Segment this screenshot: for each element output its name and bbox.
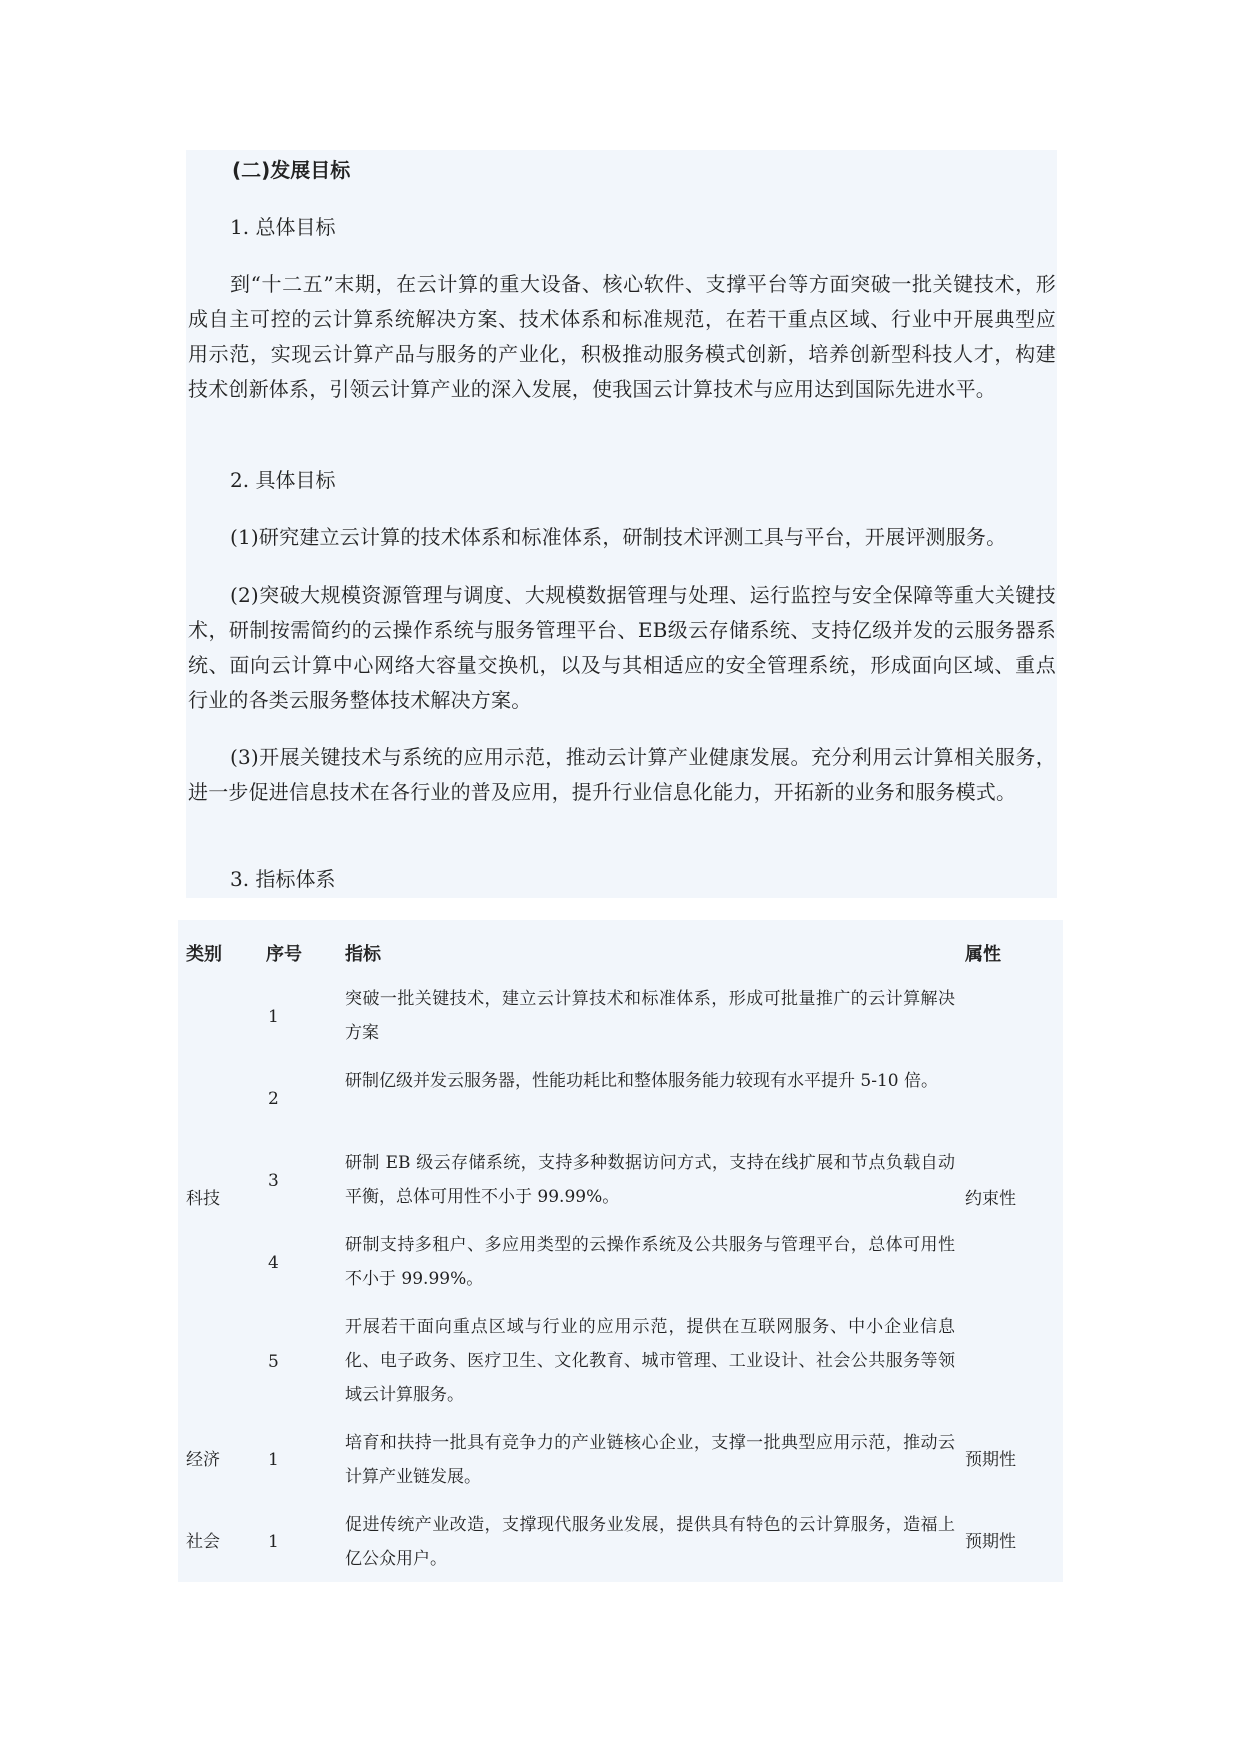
row-number: 1 bbox=[268, 1450, 279, 1470]
column-header-category: 类别 bbox=[186, 944, 222, 965]
column-header-attribute: 属性 bbox=[965, 944, 1001, 965]
row-number: 3 bbox=[268, 1171, 279, 1191]
overall-goal-paragraph: 到“十二五”末期，在云计算的重大设备、核心软件、支撑平台等方面突破一批关键技术，形成自主可控的云计算系统解决方案、技术体系和标准规范，在若干重点区域、行业中开展典型应用示范，实现云计算产品与服务的产业化，积极推动服务模式创新，培养创新型科技人才，构建技术创新体系，引领云计算产业的深入发展，使我国云计算技术与应用达到国际先进水平。 bbox=[188, 272, 1056, 401]
row-indicator-text: 研制支持多租户、多应用类型的云操作系统及公共服务与管理平台，总体可用性不小于 99.99%。 bbox=[345, 1235, 955, 1289]
indicator-table bbox=[178, 920, 1063, 1582]
row-indicator-text: 研制亿级并发云服务器，性能功耗比和整体服务能力较现有水平提升 5-10 倍。 bbox=[345, 1071, 938, 1091]
row-indicator-text: 促进传统产业改造，支撑现代服务业发展，提供具有特色的云计算服务，造福上亿公众用户。 bbox=[345, 1515, 955, 1569]
indicator-heading: 3. 指标体系 bbox=[230, 867, 336, 891]
row-indicator-text: 研制 EB 级云存储系统，支持多种数据访问方式，支持在线扩展和节点负载自动平衡，总体可用性不小于 99.99%。 bbox=[345, 1153, 955, 1207]
row-indicator-text: 开展若干面向重点区域与行业的应用示范，提供在互联网服务、中小企业信息化、电子政务、医疗卫生、文化教育、城市管理、工业设计、社会公共服务等领域云计算服务。 bbox=[345, 1317, 955, 1405]
goals-text-block bbox=[186, 150, 1057, 898]
row-indicator-text: 培育和扶持一批具有竞争力的产业链核心企业，支撑一批典型应用示范，推动云计算产业链发展。 bbox=[345, 1433, 955, 1487]
specific-goal-heading: 2. 具体目标 bbox=[230, 468, 336, 492]
specific-goal-item-1: (1)研究建立云计算的技术体系和标准体系，研制技术评测工具与平台，开展评测服务。 bbox=[230, 525, 1007, 549]
section-heading: (二)发展目标 bbox=[232, 158, 351, 182]
category-cell-tech: 科技 bbox=[186, 1189, 220, 1209]
overall-goal-heading: 1. 总体目标 bbox=[230, 215, 336, 239]
category-cell-economy: 经济 bbox=[186, 1450, 220, 1470]
column-header-indicator: 指标 bbox=[345, 944, 381, 965]
row-number: 4 bbox=[268, 1253, 279, 1273]
category-cell-society: 社会 bbox=[186, 1532, 220, 1552]
row-number: 1 bbox=[268, 1007, 279, 1027]
specific-goal-item-3: (3)开展关键技术与系统的应用示范，推动云计算产业健康发展。充分利用云计算相关服务，进一步促进信息技术在各行业的普及应用，提升行业信息化能力，开拓新的业务和服务模式。 bbox=[188, 745, 1056, 804]
column-header-number: 序号 bbox=[266, 944, 302, 965]
attribute-cell-tech: 约束性 bbox=[965, 1189, 1016, 1209]
row-number: 1 bbox=[268, 1532, 279, 1552]
row-number: 5 bbox=[268, 1352, 279, 1372]
row-indicator-text: 突破一批关键技术，建立云计算技术和标准体系，形成可批量推广的云计算解决方案 bbox=[345, 989, 955, 1043]
specific-goal-item-2: (2)突破大规模资源管理与调度、大规模数据管理与处理、运行监控与安全保障等重大关键技术，研制按需简约的云操作系统与服务管理平台、EB级云存储系统、支持亿级并发的云服务器系统、面向云计算中心网络大容量交换机，以及与其相适应的安全管理系统，形成面向区域、重点行业的各类云服务整体技术解决方案。 bbox=[188, 583, 1056, 712]
attribute-cell-society: 预期性 bbox=[965, 1532, 1016, 1552]
attribute-cell-economy: 预期性 bbox=[965, 1450, 1016, 1470]
row-number: 2 bbox=[268, 1089, 279, 1109]
